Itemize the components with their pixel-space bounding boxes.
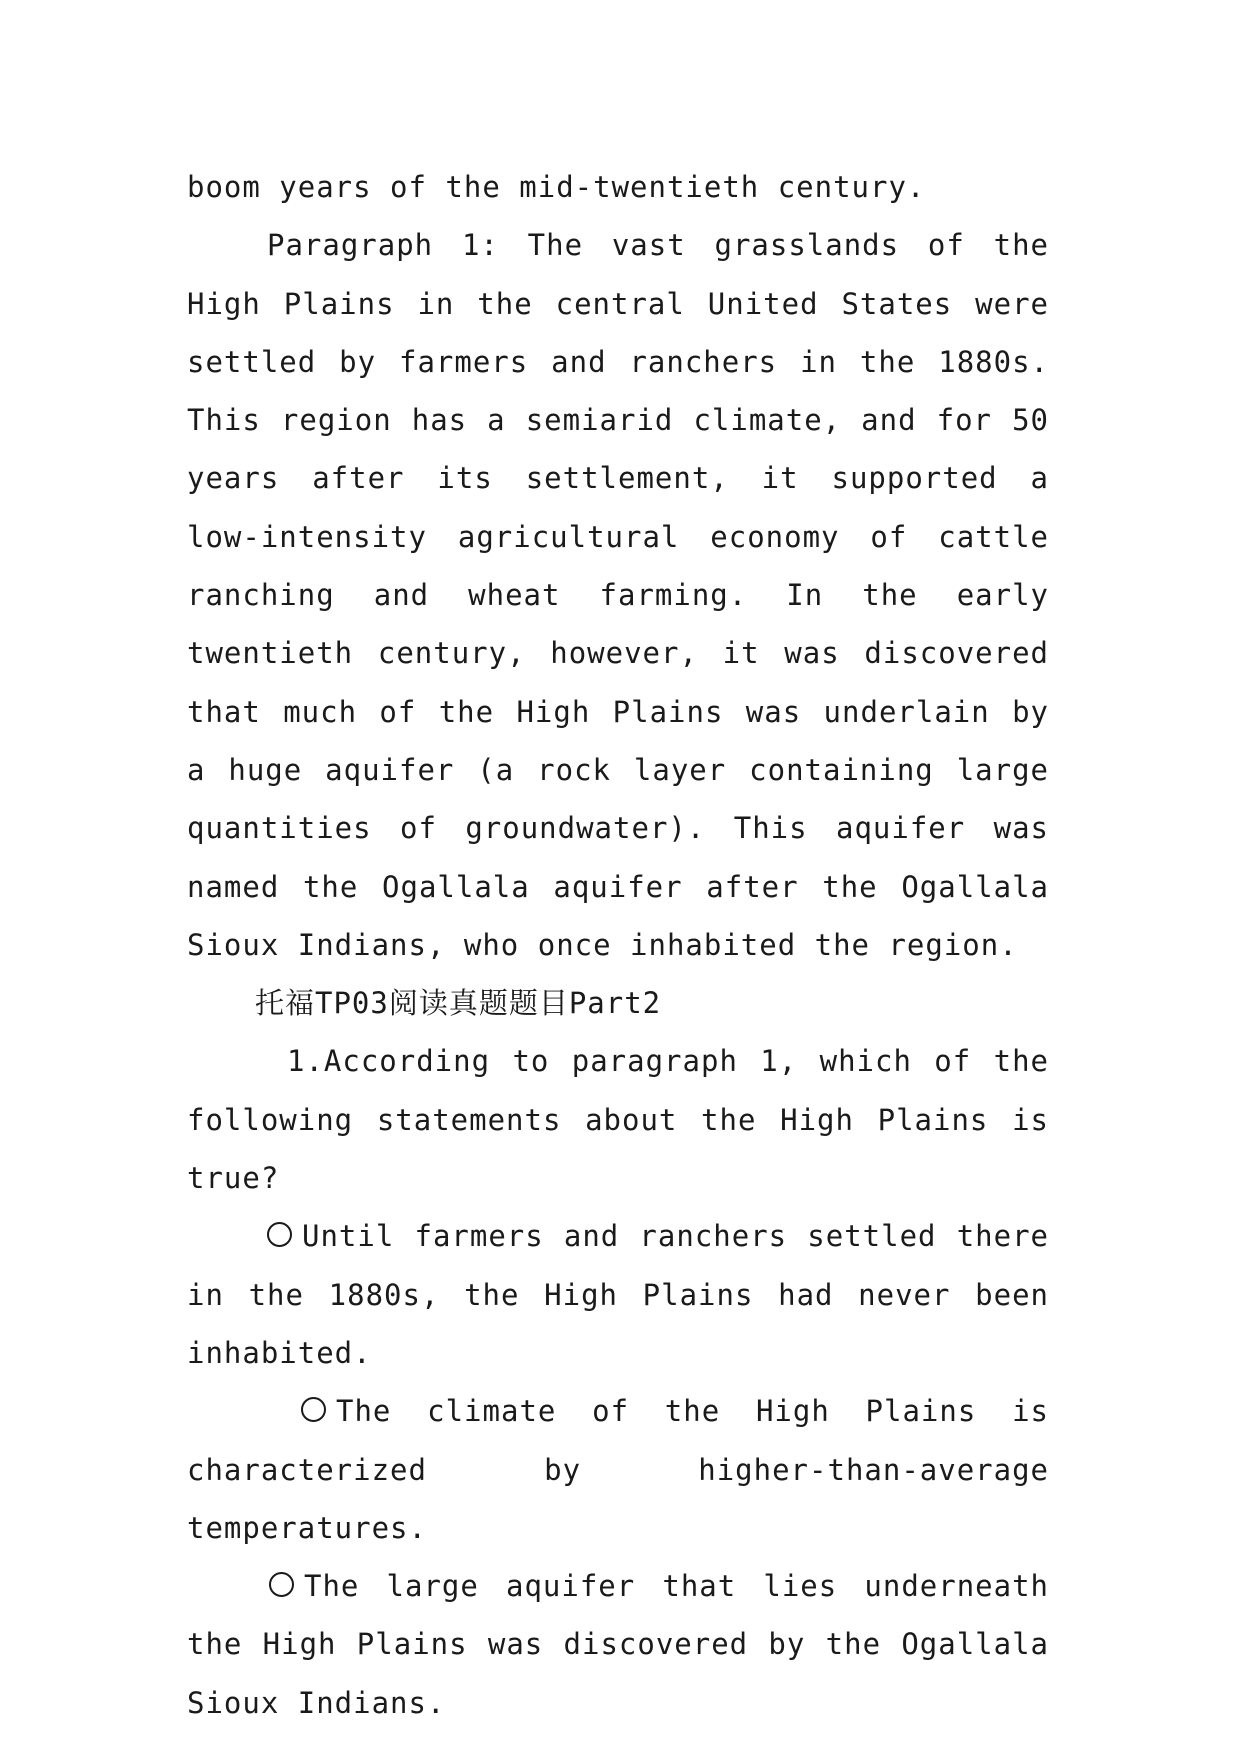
circle-radio-icon[interactable] [267, 1222, 292, 1247]
document-body [187, 158, 1049, 1732]
circle-radio-icon[interactable] [301, 1397, 326, 1422]
question-1-option-a[interactable] [187, 1207, 1049, 1382]
circle-radio-icon[interactable] [269, 1572, 294, 1597]
option-b-text: The climate of the High Plains is characterized by higher-than-average temperatures. [187, 1394, 1049, 1545]
option-a-text: Until farmers and ranchers settled there in the 1880s, the High Plains had never been inhabited. [187, 1219, 1049, 1370]
question-1-stem: 1.According to paragraph 1, which of the following statements about the High Plains is true? [187, 1044, 1049, 1196]
option-c-text: The large aquifer that lies underneath the High Plains was discovered by the Ogallala Sioux Indians. [187, 1569, 1049, 1720]
question-1-option-c[interactable] [187, 1557, 1049, 1732]
question-1-option-b[interactable] [187, 1382, 1049, 1557]
section-heading: 托福TP03阅读真题题目Part2 [255, 986, 662, 1021]
carryover-line: boom years of the mid-twentieth century. [187, 170, 926, 204]
paragraph-1: Paragraph 1: The vast grasslands of the High Plains in the central United States were settled by farmers and ranchers in the 1880s. This region has a semiarid climate, and for 50 years after its settlement, it supported a low-intensity agricultural economy of cattle ranching and wheat farming. In the early twentieth century, however, it was discovered that much of the High Plains was underlain by a huge aquifer (a rock layer containing large quantities of groundwater). This aquifer was named the Ogallala aquifer after the Ogallala Sioux Indians, who once inhabited the region. [187, 228, 1049, 962]
